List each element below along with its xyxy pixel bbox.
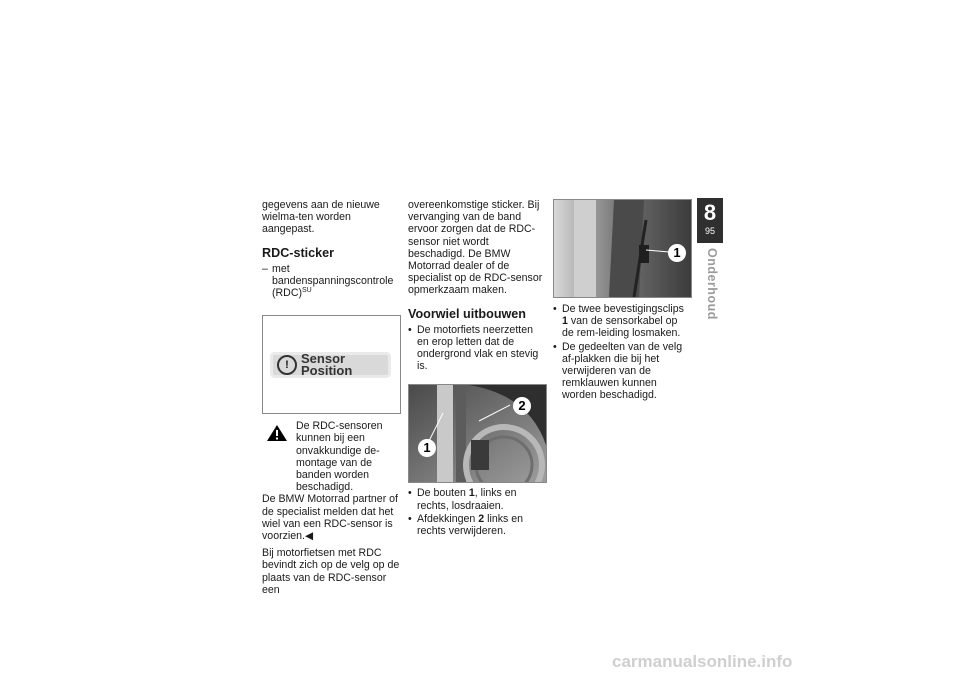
bullet-list-1 [408, 324, 546, 373]
list-item: • De motorfiets neerzetten en erop letten dat de ondergrond vlak en stevig is. [408, 323, 539, 373]
voorwiel-heading: Voorwiel uitbouwen [408, 306, 527, 321]
right-column [553, 199, 691, 403]
rdc-paragraph: Bij motorfietsen met RDC bevindt zich op de velg op de plaats van de RDC-sensor een [262, 547, 400, 596]
dash-item-sup: SU [302, 287, 312, 295]
warning-text-2: De BMW Motorrad partner of de specialist melden dat het wiel van een RDC-sensor is voorzien.◀ [262, 493, 398, 543]
dash-item: – met bandenspanningscontrole (RDC)$^{SU}$ [262, 262, 394, 300]
warning-block [262, 420, 400, 493]
warning-text: De RDC-sensoren kunnen bij een onvakkundige de-montage van de banden worden beschadigd. [296, 420, 383, 494]
rdc-sticker-heading: RDC-sticker [262, 245, 335, 260]
bullet-list-2 [408, 487, 546, 537]
sticker-figure [262, 315, 401, 414]
callout-1: 1 [668, 244, 686, 262]
chapter-number: 8 [703, 200, 717, 225]
list-item: • De gedeelten van de velg af-plakken die bij het verwijderen van de remklauwen kunnen worden beschadigd. [553, 340, 683, 402]
callout-1: 1 [418, 439, 436, 457]
page-number: 95 [704, 226, 715, 236]
footer-watermark: carmanualsonline.info [612, 652, 793, 671]
list-item: • Afdekkingen 2 links en rechts verwijderen. [408, 512, 524, 538]
continuation-text: overeenkomstige sticker. Bij vervanging van de band ervoor zorgen dat de RDC-sensor niet wordt beschadigd. De BMW Motorrad dealer of de specialist op de RDC-sensor opmerkzaam maken. [408, 199, 543, 297]
front-wheel-photo [408, 384, 547, 483]
left-column [262, 199, 400, 601]
bullet-list-3 [553, 303, 691, 402]
middle-column [408, 199, 546, 538]
list-item: • De bouten 1, links en rechts, losdraaien. [408, 487, 517, 512]
intro-text: gegevens aan de nieuwe wielma-ten worden aangepast. [262, 199, 380, 236]
list-item: • De twee bevestigingsclips 1 van de sensorkabel op de rem-leiding losmaken. [553, 303, 684, 340]
sticker-label [270, 352, 391, 378]
chapter-number-tab [697, 198, 723, 243]
tire-warning-icon: ! [277, 355, 297, 375]
callout-2: 2 [513, 397, 531, 415]
sticker-text: Sensor Position [301, 351, 353, 379]
chapter-title: Onderhoud [705, 248, 719, 320]
warning-icon [266, 424, 288, 442]
dash-item-text: met bandenspanningscontrole (RDC) [272, 262, 394, 300]
brake-line-photo [553, 199, 692, 298]
